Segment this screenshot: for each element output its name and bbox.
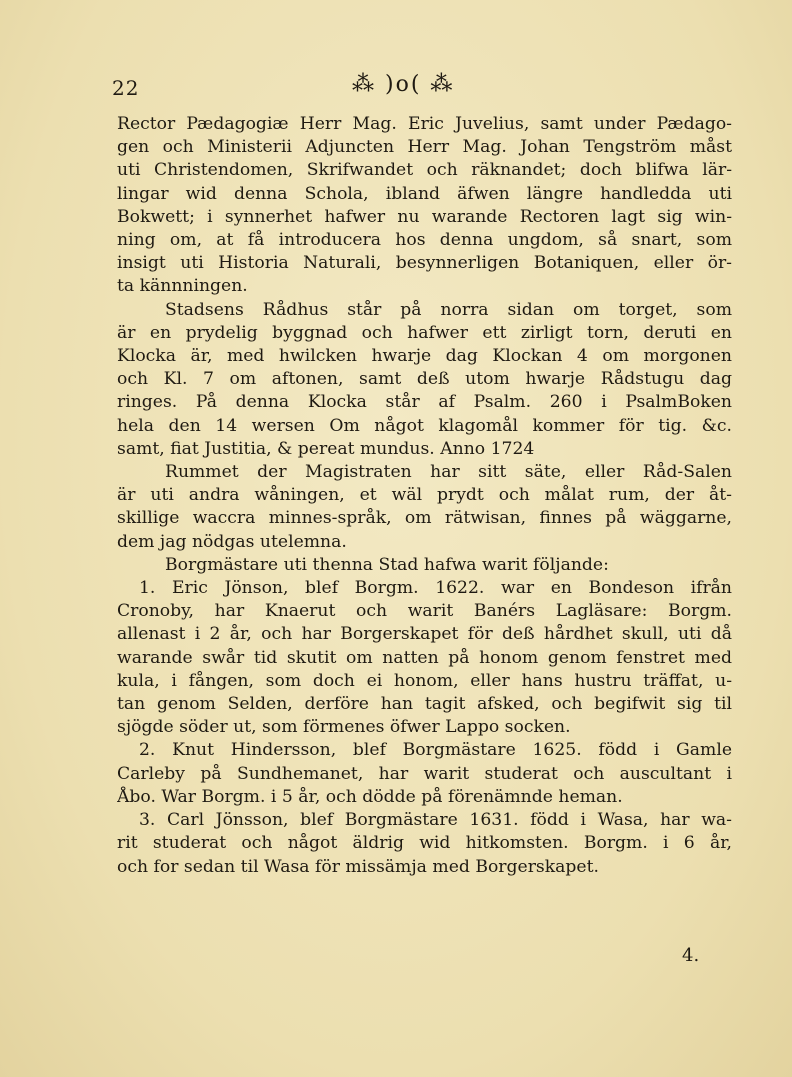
text-line: Borgmästare uti thenna Stad hafwa warit följande: (165, 554, 609, 575)
text-line: tan genom Selden, derföre han tagit afsked, och begifwit sig til (117, 694, 732, 715)
text-line: warande swår tid skutit om natten på honom genom fenstret med (117, 647, 732, 668)
text-line: Cronoby, har Knaerut och warit Banérs Lagläsare: Borgm. (117, 601, 732, 622)
text-line: kula, i fången, som doch ei honom, eller hans hustru träffat, u- (117, 670, 732, 691)
text-line: lingar wid denna Schola, ibland äfwen längre handledda uti (117, 183, 732, 204)
text-line: ta kännningen. (117, 276, 248, 297)
text-line: är en prydelig byggnad och hafwer ett zirligt torn, deruti en (117, 322, 732, 343)
header-ornament: ⁂ )o( ⁂ (352, 72, 455, 97)
text-line: allenast i 2 år, och har Borgerskapet för deß hårdhet skull, uti då (117, 624, 732, 645)
text-line: och Kl. 7 om aftonen, samt deß utom hwarje Rådstugu dag (117, 369, 732, 390)
text-line: och for sedan til Wasa för missämja med Borgerskapet. (117, 856, 599, 877)
text-line: skillige waccra minnes-språk, om rätwisan, finnes på wäggarne, (117, 508, 732, 529)
text-line: Åbo. War Borgm. i 5 år, och dödde på förenämnde heman. (117, 786, 623, 807)
text-line: samt, fiat Justitia, & pereat mundus. Anno 1724 (117, 438, 535, 459)
text-line: insigt uti Historia Naturali, besynnerligen Botaniquen, eller ör- (117, 253, 732, 274)
text-line: rit studerat och något äldrig wid hitkomsten. Borgm. i 6 år, (117, 833, 732, 854)
text-line: Stadsens Rådhus står på norra sidan om torget, som (165, 299, 732, 320)
page-body (117, 113, 732, 879)
text-line: ringes. På denna Klocka står af Psalm. 260 i PsalmBoken (117, 392, 732, 413)
text-line: uti Christendomen, Skrifwandet och räknandet; doch blifwa lär- (117, 160, 732, 181)
text-line: 2. Knut Hindersson, blef Borgmästare 1625. född i Gamle (139, 740, 732, 761)
text-line: Rector Pædagogiæ Herr Mag. Eric Juvelius, samt under Pædago- (117, 114, 732, 134)
text-line: Klocka är, med hwilcken hwarje dag Klockan 4 om morgonen (117, 346, 732, 367)
text-line: Rummet der Magistraten har sitt säte, eller Råd-Salen (165, 462, 732, 483)
text-line: 3. Carl Jönsson, blef Borgmästare 1631. född i Wasa, har wa- (139, 810, 732, 831)
text-line: 1. Eric Jönson, blef Borgm. 1622. war en Bondeson ifrån (139, 578, 732, 599)
text-line: är uti andra wåningen, et wäl prydt och målat rum, der åt- (117, 485, 732, 506)
page-number: 22 (112, 76, 140, 100)
text-line: dem jag nödgas utelemna. (117, 531, 347, 552)
text-line: Bokwett; i synnerhet hafwer nu warande Rectoren lagt sig win- (117, 206, 732, 227)
text-line: Carleby på Sundhemanet, har warit studerat och auscultant i (117, 763, 732, 784)
text-line: gen och Ministerii Adjuncten Herr Mag. Johan Tengström måst (117, 137, 732, 158)
page-header (112, 72, 712, 102)
text-line: sjögde söder ut, som förmenes öfwer Lappo socken. (117, 717, 571, 738)
text-line: hela den 14 wersen Om något klagomål kommer för tig. &c. (117, 415, 732, 436)
catchword: 4. (682, 945, 700, 966)
text-line: ning om, at få introducera hos denna ungdom, så snart, som (117, 230, 732, 251)
